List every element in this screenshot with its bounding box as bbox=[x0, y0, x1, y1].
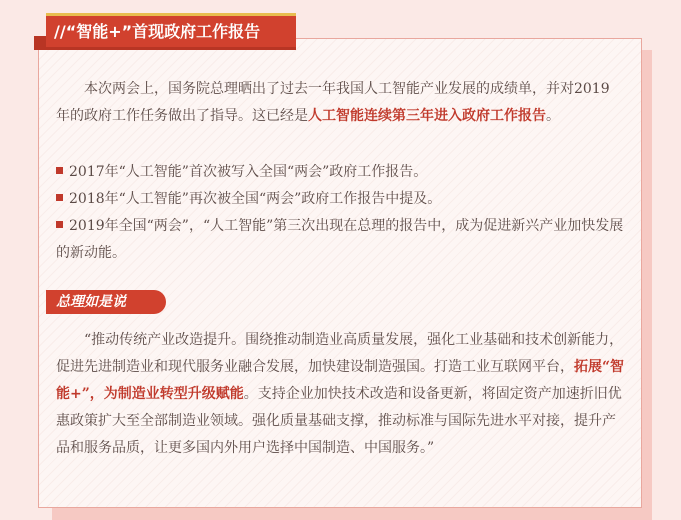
intro-highlight: 人工智能连续第三年进入政府工作报告 bbox=[308, 108, 546, 124]
quote-paragraph bbox=[56, 327, 628, 462]
section-label-tab: 总理如是说 bbox=[46, 290, 166, 314]
intro-text-a: 本次两会上，国务院总理晒出了过去一年我国人工智能产业发展的成绩单，并对2019 年的政府工作任务做出了指导。这已经是 bbox=[56, 81, 610, 124]
bullet-item-2017 bbox=[56, 159, 628, 186]
bullet-square-icon bbox=[56, 221, 63, 228]
quote-text-a: “推动传统产业改造提升。围绕推动制造业高质量发展，强化工业基础和技术创新能力，促进先进制造业和现代服务业融合发展，加快建设制造强国。打造工业互联网平台， bbox=[56, 332, 624, 375]
bullet-square-icon bbox=[56, 194, 63, 201]
bullet-square-icon bbox=[56, 167, 63, 174]
intro-text-b: 。 bbox=[546, 108, 560, 124]
intro-paragraph bbox=[56, 76, 628, 130]
quote-highlight: 拓展“智能+”，为制造业转型升级赋能 bbox=[56, 359, 625, 402]
section-title: //“智能+”首现政府工作报告 bbox=[46, 13, 296, 47]
bullet-text: 2018年“人工智能”再次被全国“两会”政府工作报告中提及。 bbox=[69, 191, 442, 207]
quote-text-b: 。支持企业加快技术改造和设备更新，将固定资产加速折旧优惠政策扩大至全部制造业领域。强化质量基础支撑，推动标准与国际先进水平对接，提升产品和服务品质，让更多国内外用户选择中国制造、中国服务。” bbox=[56, 386, 622, 456]
bullet-text: 2017年“人工智能”首次被写入全国“两会”政府工作报告。 bbox=[69, 164, 428, 180]
bullet-item-2018 bbox=[56, 186, 628, 213]
bullet-item-2019 bbox=[56, 213, 628, 267]
bullet-text: 2019年全国“两会”，“人工智能”第三次出现在总理的报告中，成为促进新兴产业加快发展的新动能。 bbox=[56, 218, 624, 261]
